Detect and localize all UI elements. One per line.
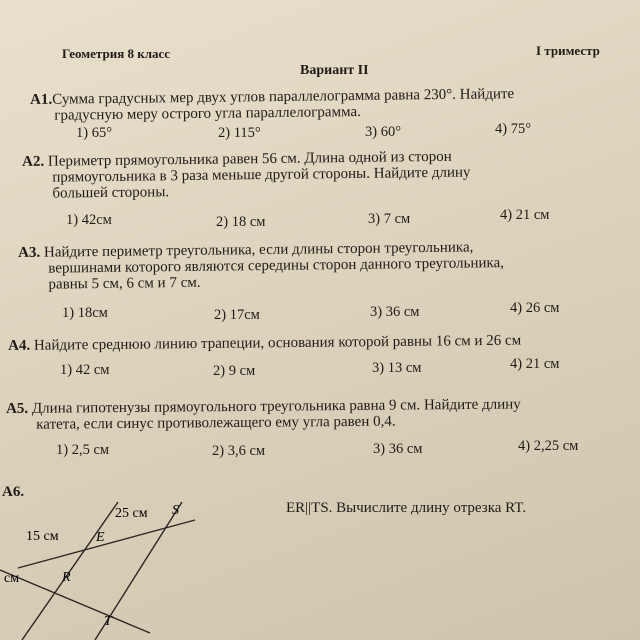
question-text: прямоугольника в 3 раза меньше другой стороны. Найдите длину xyxy=(52,164,471,186)
question-a5 xyxy=(6,397,521,433)
label-e: E xyxy=(96,530,105,545)
a6-task-text: ER||TS. Вычислите длину отрезка RT. xyxy=(286,500,527,516)
option: 1) 42 см xyxy=(60,362,110,378)
line-through-r xyxy=(0,570,150,633)
option: 3) 60° xyxy=(365,124,402,140)
option: 2) 9 см xyxy=(213,363,256,379)
question-number: A2. xyxy=(22,153,45,170)
question-number: A4. xyxy=(8,337,31,354)
option: 3) 36 см xyxy=(373,441,423,457)
question-number: A3. xyxy=(18,244,41,261)
subject-title: Геометрия 8 класс xyxy=(62,46,171,61)
line-through-s xyxy=(18,520,195,568)
term-label: I триместр xyxy=(536,43,600,58)
a6-figure xyxy=(0,490,260,640)
option: 3) 7 см xyxy=(368,211,411,227)
option: 4) 2,25 см xyxy=(518,438,579,454)
question-text: катета, если синус противолежащего ему угла равен 0,4. xyxy=(36,413,396,433)
question-text: Сумма градусных мер двух углов параллелограмма равна 230°. Найдите xyxy=(52,86,515,108)
option: 4) 75° xyxy=(495,121,532,137)
question-number: A5. xyxy=(6,400,29,417)
option: 1) 42см xyxy=(66,212,112,228)
option: 4) 21 см xyxy=(500,207,550,223)
option: 2) 17см xyxy=(214,307,260,323)
question-a3 xyxy=(18,239,504,293)
question-a2 xyxy=(22,149,471,202)
label-cm: см xyxy=(4,571,20,586)
question-number: А6. xyxy=(2,484,25,500)
question-number: A1. xyxy=(30,91,53,108)
option: 1) 65° xyxy=(76,125,113,141)
option: 2) 18 см xyxy=(216,214,266,230)
option: 2) 3,6 см xyxy=(212,443,266,459)
label-t: T xyxy=(104,614,112,629)
option: 4) 26 см xyxy=(510,300,560,316)
question-text: градусную меру острого угла параллелограмма. xyxy=(54,103,361,124)
label-r: R xyxy=(62,570,71,585)
question-text: Найдите периметр треугольника, если длины сторон треугольника, xyxy=(43,239,474,261)
option: 3) 36 см xyxy=(370,304,420,320)
option: 2) 115° xyxy=(218,125,261,141)
option: 1) 2,5 см xyxy=(56,442,110,458)
label-15cm: 15 см xyxy=(26,529,59,544)
variant-title: Вариант II xyxy=(300,63,369,78)
option: 4) 21 см xyxy=(510,356,560,372)
question-text: Длина гипотенузы прямоугольного треугольника равна 9 см. Найдите длину xyxy=(31,396,521,417)
question-a4 xyxy=(8,333,521,354)
question-text: большей стороны. xyxy=(52,184,170,202)
question-text: Периметр прямоугольника равен 56 см. Длина одной из сторон xyxy=(47,148,452,170)
question-text: вершинами которого являются середины сторон данного треугольника, xyxy=(48,255,505,277)
option: 1) 18см xyxy=(62,305,108,321)
label-25cm: 25 см xyxy=(115,506,148,521)
question-text: равны 5 см, 6 см и 7 см. xyxy=(48,274,201,293)
option: 3) 13 см xyxy=(372,360,422,376)
label-s: S xyxy=(172,503,179,518)
question-a1 xyxy=(30,86,514,124)
question-text: Найдите среднюю линию трапеции, основания которой равны 16 см и 26 см xyxy=(33,332,522,354)
